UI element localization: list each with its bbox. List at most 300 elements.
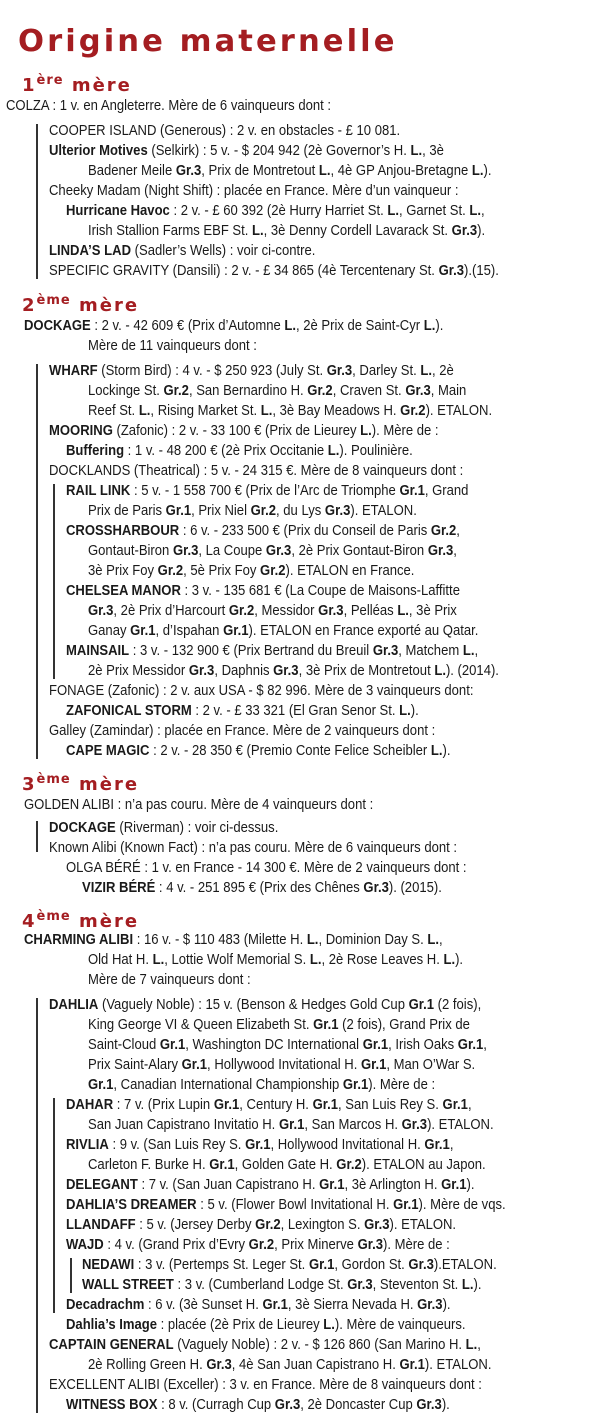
bold-run: Gr.3 — [417, 1296, 443, 1313]
text-run: ). Mère de : — [371, 422, 439, 439]
text-line — [66, 521, 460, 541]
text-run: Prix de Paris — [88, 502, 166, 519]
bold-run: WALL STREET — [82, 1276, 174, 1293]
bold-run: WHARF — [49, 362, 98, 379]
text-line — [49, 838, 457, 858]
bold-run: Gr.1 — [245, 1136, 271, 1153]
bold-run: Gr.2 — [163, 382, 189, 399]
text-run: Known Alibi (Known Fact) : n’a pas couru. Mère de 6 vainqueurs dont : — [49, 839, 458, 856]
text-line — [88, 1075, 435, 1095]
text-run: , Grand — [424, 482, 469, 499]
bold-run: Gr.3 — [318, 602, 344, 619]
bold-run: L. — [138, 402, 151, 419]
text-run: : 3 v. (Cumberland Lodge St. — [173, 1276, 348, 1293]
bold-run: Gr.3 — [324, 502, 351, 519]
bold-run: Gr.2 — [336, 1156, 362, 1173]
section-ordinal: 1 — [22, 75, 37, 96]
bold-run: Gr.3 — [274, 1396, 301, 1413]
text-run: , Dominion Day S. — [318, 931, 428, 948]
bold-run: L. — [327, 442, 340, 459]
bold-run: ZAFONICAL STORM — [66, 702, 192, 719]
bold-run: L. — [434, 662, 446, 679]
text-run: ). ETALON. — [424, 1356, 492, 1373]
text-run: , 3è — [422, 142, 444, 159]
text-run: , Prix Minerve — [274, 1236, 358, 1253]
text-line — [88, 401, 492, 421]
text-line — [24, 316, 443, 336]
text-run: (Sadler’s Wells) : voir ci-contre. — [131, 242, 316, 259]
text-run: Prix Saint-Alary — [88, 1056, 182, 1073]
text-run: ).(15). — [463, 262, 499, 279]
text-run: , Lexington S. — [280, 1216, 365, 1233]
text-line — [88, 221, 485, 241]
text-run: ). ETALON. — [389, 1216, 457, 1233]
bold-run: Gr.3 — [265, 542, 292, 559]
bold-run: L. — [471, 162, 484, 179]
bold-run: Gr.2 — [260, 562, 286, 579]
text-run: GOLDEN ALIBI : n’a pas couru. Mère de 4 vainqueurs dont : — [24, 796, 374, 813]
section-word: mère — [70, 295, 140, 316]
bold-run: Gr.1 — [393, 1196, 419, 1213]
page-title: Origine maternelle — [18, 24, 398, 59]
text-line — [66, 701, 419, 721]
text-run: Irish Stallion Farms EBF St. — [88, 222, 253, 239]
bold-run: Gr.3 — [401, 1116, 428, 1133]
section-ordinal-suffix: ème — [36, 293, 71, 308]
text-run: , 3è Sierra Nevada H. — [287, 1296, 418, 1313]
text-run: , Golden Gate H. — [234, 1156, 337, 1173]
text-run: (2 fois), — [434, 996, 482, 1013]
bold-run: Gr.1 — [130, 622, 156, 639]
bold-run: L. — [318, 162, 331, 179]
text-run: Galley (Zamindar) : placée en France. Mère de 2 vainqueurs dont : — [49, 722, 436, 739]
section-ordinal: 2 — [22, 295, 37, 316]
text-line — [88, 1035, 487, 1055]
text-run: , 3è Arlington H. — [344, 1176, 442, 1193]
bold-run: Gr.3 — [372, 642, 399, 659]
text-run: , 2è Prix Gontaut-Biron — [291, 542, 428, 559]
lineage-bar — [36, 998, 38, 1413]
bold-run: Gr.3 — [326, 362, 353, 379]
bold-run: Gr.3 — [405, 382, 431, 399]
bold-run: Gr.3 — [273, 662, 299, 679]
text-run: COLZA : 1 v. en Angleterre. Mère de 6 vainqueurs dont : — [6, 97, 332, 114]
text-run: Reef St. — [88, 402, 139, 419]
bold-run: NEDAWI — [82, 1256, 135, 1273]
text-run: : 16 v. - $ 110 483 (Milette H. — [133, 931, 307, 948]
section-ordinal: 4 — [22, 911, 37, 932]
text-run: , Daphnis — [214, 662, 274, 679]
text-run: , Irish Oaks — [388, 1036, 458, 1053]
section-word: mère — [70, 911, 140, 932]
bold-run: Ulterior Motives — [49, 142, 148, 159]
text-run: 2è Prix Messidor — [88, 662, 189, 679]
text-run: ). — [410, 702, 419, 719]
text-run: : 6 v. - 233 500 € (Prix du Conseil de Paris — [179, 522, 431, 539]
bold-run: Gr.3 — [188, 662, 215, 679]
text-line — [88, 1355, 491, 1375]
text-run: , — [474, 642, 479, 659]
bold-run: Decadrachm — [66, 1296, 145, 1313]
text-run: ). ETALON au Japon. — [361, 1156, 486, 1173]
text-run: , Matchem — [398, 642, 463, 659]
bold-run: Gr.1 — [342, 1076, 369, 1093]
text-line — [88, 1115, 494, 1135]
text-run: : 2 v. - 42 609 € (Prix d’Automne — [90, 317, 285, 334]
text-line — [88, 621, 478, 641]
bold-run: L. — [461, 1276, 474, 1293]
bold-run: Gr.1 — [360, 1056, 387, 1073]
text-run: ). — [473, 1276, 482, 1293]
bold-run: Gr.3 — [206, 1356, 232, 1373]
text-run: , Garnet St. — [398, 202, 470, 219]
bold-run: CAPE MAGIC — [66, 742, 150, 759]
text-run: 2è Rolling Green H. — [88, 1356, 207, 1373]
bold-run: Gr.3 — [347, 1276, 373, 1293]
text-run: , Man O’War S. — [386, 1056, 476, 1073]
bold-run: L. — [399, 702, 411, 719]
bold-run: Gr.2 — [250, 502, 277, 519]
text-run: , Craven St. — [332, 382, 406, 399]
text-run: ). Mère de : — [382, 1236, 450, 1253]
text-run: San Juan Capistrano Invitatio H. — [88, 1116, 279, 1133]
text-line — [49, 121, 400, 141]
bold-run: L. — [309, 951, 322, 968]
section-ordinal-suffix: ère — [36, 73, 64, 88]
text-run: Carleton F. Burke H. — [88, 1156, 210, 1173]
text-line — [88, 561, 414, 581]
text-run: Mère de 7 vainqueurs dont : — [88, 971, 251, 988]
text-run: ). ETALON en France exporté au Qatar. — [248, 622, 479, 639]
bold-run: Gr.3 — [363, 879, 389, 896]
bold-run: Hurricane Havoc — [66, 202, 170, 219]
text-line — [49, 995, 481, 1015]
text-run: Badener Meile — [88, 162, 176, 179]
bold-run: Gr.3 — [364, 1216, 390, 1233]
text-line — [66, 1215, 456, 1235]
bold-run: Gr.1 — [88, 1076, 114, 1093]
section-ordinal: 3 — [22, 774, 37, 795]
text-run: COOPER ISLAND (Generous) : 2 v. en obstacles - £ 10 081. — [49, 122, 401, 139]
text-run: DOCKLANDS (Theatrical) : 5 v. - 24 315 €. Mère de 8 vainqueurs dont : — [49, 462, 464, 479]
bold-run: Gr.2 — [228, 602, 255, 619]
text-run: , Hollywood Invitational H. — [207, 1056, 361, 1073]
bold-run: L. — [462, 642, 475, 659]
text-run: : 3 v. - 132 900 € (Prix Bertrand du Breuil — [129, 642, 373, 659]
text-run: , Lottie Wolf Memorial S. — [164, 951, 310, 968]
bold-run: L. — [443, 951, 456, 968]
bold-run: L. — [152, 951, 165, 968]
text-run: Ganay — [88, 622, 131, 639]
text-line — [6, 96, 331, 116]
section-ordinal-suffix: ème — [36, 772, 71, 787]
text-run: , 2è Prix de Saint-Cyr — [295, 317, 424, 334]
text-run: : placée (2è Prix de Lieurey — [156, 1316, 324, 1333]
bold-run: Gr.1 — [442, 1096, 468, 1113]
bold-run: Gr.3 — [172, 542, 199, 559]
text-run: ). — [455, 951, 464, 968]
bold-run: Gr.1 — [278, 1116, 305, 1133]
bold-run: WAJD — [66, 1236, 104, 1253]
section-heading — [22, 769, 139, 796]
text-run: , — [480, 202, 485, 219]
text-line — [66, 201, 485, 221]
text-line — [88, 336, 257, 356]
text-run: : 1 v. - 48 200 € (2è Prix Occitanie — [124, 442, 328, 459]
text-run: : 3 v. (Pertemps St. Leger St. — [134, 1256, 309, 1273]
text-run: : 7 v. (Prix Lupin — [113, 1096, 214, 1113]
text-run: Mère de 11 vainqueurs dont : — [88, 337, 257, 354]
text-line — [66, 741, 450, 761]
text-line — [66, 1175, 475, 1195]
text-run: : 7 v. (San Juan Capistrano H. — [137, 1176, 320, 1193]
text-line — [49, 421, 439, 441]
text-run: Saint-Cloud — [88, 1036, 160, 1053]
bold-run: Gr.3 — [427, 542, 454, 559]
text-run: EXCELLENT ALIBI (Exceller) : 3 v. en France. Mère de 8 vainqueurs dont : — [49, 1376, 482, 1393]
bold-run: Gr.1 — [165, 502, 192, 519]
bold-run: Gr.1 — [181, 1056, 208, 1073]
text-line — [66, 641, 478, 661]
bold-run: L. — [410, 142, 423, 159]
text-run: ).ETALON. — [433, 1256, 497, 1273]
text-run: ). Poulinière. — [339, 442, 413, 459]
text-run: ). Mère de vainqueurs. — [334, 1316, 466, 1333]
text-run: Old Hat H. — [88, 951, 153, 968]
text-run: : 4 v. - 251 895 € (Prix des Chênes — [155, 879, 364, 896]
text-line — [82, 1255, 497, 1275]
bold-run: Gr.2 — [430, 522, 457, 539]
text-line — [88, 1055, 475, 1075]
text-run: 3è Prix Foy — [88, 562, 158, 579]
section-heading — [22, 70, 132, 97]
bold-run: L. — [423, 317, 436, 334]
text-run: , 2è — [432, 362, 454, 379]
text-line — [66, 441, 413, 461]
bold-run: Dahlia’s Image — [66, 1316, 157, 1333]
text-run: King George VI & Queen Elizabeth St. — [88, 1016, 314, 1033]
text-run: , d’Ispahan — [155, 622, 224, 639]
text-line — [49, 681, 473, 701]
text-run: , — [453, 542, 457, 559]
text-run: : 6 v. (3è Sunset H. — [144, 1296, 263, 1313]
text-run: ). — [442, 742, 451, 759]
bold-run: Gr.2 — [307, 382, 333, 399]
bold-run: Gr.1 — [213, 1096, 240, 1113]
text-run: , — [456, 522, 460, 539]
text-run: , Century H. — [239, 1096, 313, 1113]
text-run: : 2 v. - £ 60 392 (2è Hurry Harriet St. — [169, 202, 388, 219]
text-run: , 3è Denny Cordell Lavarack St. — [263, 222, 452, 239]
text-line — [49, 181, 458, 201]
bold-run: DOCKAGE — [24, 317, 91, 334]
bold-run: Gr.2 — [157, 562, 184, 579]
bold-run: WITNESS BOX — [66, 1396, 158, 1413]
bold-run: Gr.1 — [312, 1096, 338, 1113]
text-line — [49, 261, 499, 281]
text-line — [88, 950, 463, 970]
section-word: mère — [63, 75, 132, 96]
text-run: , 4è San Juan Capistrano H. — [231, 1356, 400, 1373]
text-run: ). — [442, 1296, 451, 1313]
text-run: ). — [483, 162, 492, 179]
text-line — [88, 161, 491, 181]
lineage-bar — [53, 484, 55, 679]
text-run: , San Marcos H. — [304, 1116, 402, 1133]
lineage-bar — [36, 364, 38, 759]
text-run: , Hollywood Invitational H. — [270, 1136, 425, 1153]
text-run: , 2è Doncaster Cup — [300, 1396, 417, 1413]
bold-run: Gr.3 — [451, 222, 478, 239]
lineage-bar — [36, 821, 38, 852]
bold-run: Gr.1 — [457, 1036, 484, 1053]
text-line — [49, 1375, 482, 1395]
text-run: : 5 v. - 1 558 700 € (Prix de l’Arc de Triomphe — [130, 482, 400, 499]
text-line — [24, 795, 373, 815]
text-run: ). — [441, 1396, 450, 1413]
text-run: , Darley St. — [352, 362, 421, 379]
bold-run: Gr.1 — [424, 1136, 450, 1153]
text-line — [49, 141, 444, 161]
text-run: ). Mère de : — [368, 1076, 436, 1093]
text-run: , 2è Rose Leaves H. — [321, 951, 444, 968]
section-heading — [22, 290, 139, 317]
text-run: SPECIFIC GRAVITY (Dansili) : 2 v. - £ 34 865 (4è Tercentenary St. — [49, 262, 439, 279]
bold-run: Gr.3 — [416, 1396, 442, 1413]
text-line — [24, 930, 443, 950]
text-run: : 9 v. (San Luis Rey S. — [108, 1136, 246, 1153]
text-line — [66, 1095, 472, 1115]
text-run: , Gordon St. — [334, 1256, 409, 1273]
text-line — [66, 1315, 466, 1335]
section-heading — [22, 906, 139, 933]
bold-run: Gr.1 — [408, 996, 435, 1013]
text-run: FONAGE (Zafonic) : 2 v. aux USA - $ 82 996. Mère de 3 vainqueurs dont: — [49, 682, 474, 699]
text-line — [66, 481, 468, 501]
text-line — [66, 1395, 450, 1415]
text-line — [49, 461, 463, 481]
text-run: , Washington DC International — [185, 1036, 363, 1053]
text-run: , du Lys — [276, 502, 325, 519]
bold-run: L. — [323, 1316, 335, 1333]
text-run: : 2 v. - 28 350 € (Premio Conte Felice Scheibler — [149, 742, 431, 759]
bold-run: CROSSHARBOUR — [66, 522, 180, 539]
text-line — [49, 1335, 481, 1355]
bold-run: L. — [420, 362, 433, 379]
text-line — [88, 1015, 470, 1035]
text-run: , 2è Prix d’Harcourt — [113, 602, 229, 619]
text-run: , Rising Market St. — [150, 402, 261, 419]
text-run: : 2 v. - £ 33 321 (El Gran Senor St. — [191, 702, 400, 719]
text-run: ). ETALON. — [427, 1116, 494, 1133]
text-run: : 4 v. (Grand Prix d’Evry — [103, 1236, 249, 1253]
text-run: OLGA BÉRÉ : 1 v. en France - 14 300 €. Mère de 2 vainqueurs dont : — [66, 859, 467, 876]
text-run: (2 fois), Grand Prix de — [338, 1016, 470, 1033]
text-run: ). ETALON en France. — [285, 562, 415, 579]
bold-run: Gr.1 — [399, 482, 425, 499]
text-run: : 3 v. - 135 681 € (La Coupe de Maisons-Laffitte — [180, 582, 460, 599]
text-line — [82, 1275, 482, 1295]
text-line — [66, 858, 467, 878]
text-run: , 3è Prix — [408, 602, 457, 619]
bold-run: CAPTAIN GENERAL — [49, 1336, 174, 1353]
bold-run: L. — [469, 202, 481, 219]
text-run: , 3è Prix de Montretout — [298, 662, 435, 679]
text-run: : 8 v. (Curragh Cup — [157, 1396, 275, 1413]
text-run: : 5 v. (Jersey Derby — [135, 1216, 256, 1233]
bold-run: L. — [397, 602, 409, 619]
bold-run: Gr.1 — [262, 1296, 288, 1313]
bold-run: Gr.1 — [399, 1356, 425, 1373]
text-run: : 5 v. (Flower Bowl Invitational H. — [196, 1196, 394, 1213]
text-line — [66, 1295, 451, 1315]
section-ordinal-suffix: ème — [36, 909, 71, 924]
text-run: , — [477, 1336, 481, 1353]
bold-run: Gr.1 — [209, 1156, 235, 1173]
text-run: ). — [466, 1176, 475, 1193]
text-run: Cheeky Madam (Night Shift) : placée en France. Mère d’un vainqueur : — [49, 182, 459, 199]
text-run: , Prix Niel — [191, 502, 251, 519]
text-run: , — [467, 1096, 472, 1113]
text-run: , 5è Prix Foy — [183, 562, 261, 579]
text-line — [88, 1155, 486, 1175]
section-word: mère — [70, 774, 140, 795]
bold-run: RIVLIA — [66, 1136, 109, 1153]
bold-run: Gr.1 — [441, 1176, 467, 1193]
bold-run: DAHAR — [66, 1096, 114, 1113]
text-run: , 3è Bay Meadows H. — [272, 402, 401, 419]
bold-run: CHELSEA MANOR — [66, 582, 181, 599]
bold-run: RAIL LINK — [66, 482, 131, 499]
text-line — [49, 361, 454, 381]
bold-run: DAHLIA’S DREAMER — [66, 1196, 197, 1213]
bold-run: Gr.1 — [319, 1176, 345, 1193]
bold-run: L. — [260, 402, 273, 419]
text-line — [66, 1235, 450, 1255]
text-run: ). — [435, 317, 444, 334]
text-line — [88, 541, 457, 561]
bold-run: DAHLIA — [49, 996, 99, 1013]
bold-run: L. — [427, 931, 439, 948]
lineage-bar — [70, 1258, 72, 1293]
text-run: , Main — [430, 382, 467, 399]
text-run: , 4è GP Anjou-Bretagne — [330, 162, 472, 179]
bold-run: Gr.3 — [88, 602, 114, 619]
bold-run: MAINSAIL — [66, 642, 130, 659]
bold-run: Gr.3 — [357, 1236, 383, 1253]
text-run: (Riverman) : voir ci-dessus. — [115, 819, 279, 836]
text-run: , Messidor — [254, 602, 319, 619]
bold-run: DOCKAGE — [49, 819, 116, 836]
text-line — [82, 878, 442, 898]
bold-run: Gr.1 — [308, 1256, 335, 1273]
bold-run: Gr.3 — [438, 262, 464, 279]
text-line — [88, 501, 417, 521]
bold-run: L. — [387, 202, 399, 219]
text-run: , — [438, 931, 443, 948]
bold-run: Gr.3 — [408, 1256, 434, 1273]
text-run: , Pelléas — [343, 602, 398, 619]
bold-run: Gr.1 — [223, 622, 249, 639]
text-run: ). — [477, 222, 486, 239]
bold-run: L. — [284, 317, 296, 334]
bold-run: Gr.3 — [175, 162, 202, 179]
bold-run: Buffering — [66, 442, 125, 459]
text-run: , — [449, 1136, 454, 1153]
text-run: , San Bernardino H. — [188, 382, 308, 399]
bold-run: Gr.1 — [313, 1016, 339, 1033]
text-run: , San Luis Rey S. — [337, 1096, 443, 1113]
